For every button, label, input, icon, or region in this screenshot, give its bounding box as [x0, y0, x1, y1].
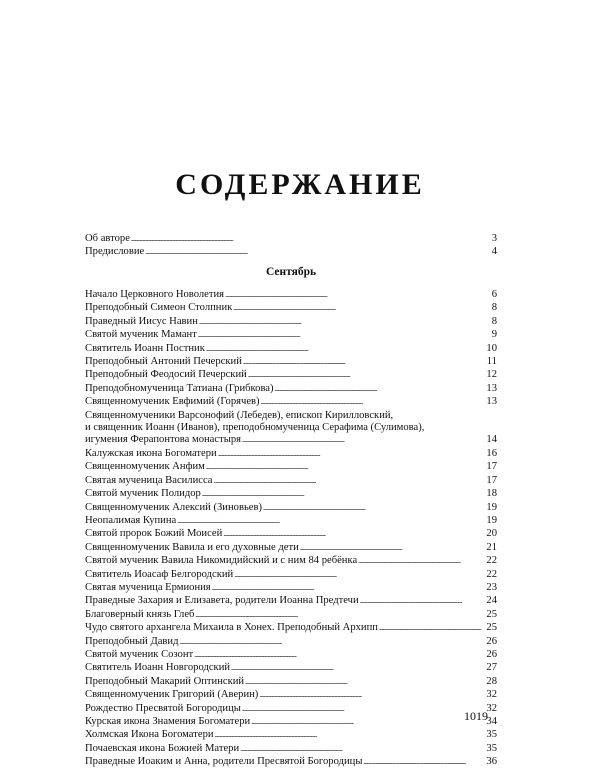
leader-dots [233, 302, 490, 315]
toc-entry-page: 9 [491, 329, 497, 341]
leader-dots [202, 488, 486, 501]
leader-dots [242, 434, 485, 447]
toc-entry-page: 26 [486, 635, 497, 647]
leader-dots [234, 569, 485, 582]
toc-entry[interactable] [85, 302, 497, 315]
toc-entry[interactable] [85, 555, 497, 568]
toc-entry[interactable] [85, 756, 497, 769]
toc-entry-label: Чудо святого архангела Михаила в Хонех. Преподобный Архипп [85, 622, 378, 634]
leader-dots [214, 475, 486, 488]
leader-dots [212, 582, 486, 595]
toc-entry-last-line [85, 434, 497, 447]
leader-dots [251, 716, 485, 729]
toc-entry-page: 11 [486, 356, 497, 368]
toc-entry-page: 28 [486, 675, 497, 687]
toc-entry-page: 18 [486, 488, 497, 500]
leader-dots [206, 343, 486, 356]
toc-entry[interactable] [85, 396, 497, 409]
toc-entry-page: 32 [486, 689, 497, 701]
toc-entry-label: Преподобный Симеон Столпник [85, 302, 233, 314]
leader-dots [300, 542, 486, 555]
toc-entry[interactable] [85, 569, 497, 582]
toc-entry-page: 35 [486, 742, 497, 754]
toc-entry[interactable] [85, 689, 497, 702]
toc-entry-multiline[interactable] [85, 410, 497, 448]
toc-entry[interactable] [85, 329, 497, 342]
toc-entry-page: 19 [486, 514, 497, 526]
toc-entry-label: Праведный Иисус Навин [85, 315, 198, 327]
toc-list [85, 289, 497, 770]
toc-entry-label-line: игумения Ферапонтова монастыря [85, 434, 241, 446]
toc-entry-label: Холмская Икона Богоматери [85, 729, 214, 741]
toc-entry-page: 27 [486, 662, 497, 674]
leader-dots [145, 246, 490, 259]
toc-entry-label: Святой мученик Созонт [85, 648, 194, 660]
toc-entry-page: 19 [486, 501, 497, 513]
leader-dots [363, 756, 485, 769]
toc-entry-page: 22 [486, 555, 497, 567]
toc-entry-page: 3 [491, 233, 497, 244]
toc-entry-label: Предисловие [85, 246, 145, 258]
toc-entry-label: Калужская икона Богоматери [85, 447, 217, 459]
toc-entry[interactable] [85, 622, 497, 635]
page-number: 1019 [464, 709, 488, 723]
leader-dots [131, 233, 491, 246]
page-title: СОДЕРЖАНИЕ [175, 168, 425, 201]
toc-entry[interactable] [85, 528, 497, 541]
toc-entry-page: 24 [486, 595, 497, 607]
toc-entry-page: 12 [486, 369, 497, 381]
leader-dots [358, 555, 485, 568]
toc-entry-label: Благоверный князь Глеб [85, 608, 195, 620]
toc-entry[interactable] [85, 636, 497, 649]
leader-dots [177, 515, 485, 528]
toc-entry[interactable] [85, 461, 497, 474]
toc-entry-page: 21 [486, 541, 497, 553]
leader-dots [198, 329, 491, 342]
leader-dots [225, 289, 491, 302]
leader-dots [360, 595, 486, 608]
toc-entry[interactable] [85, 515, 497, 528]
leader-dots [243, 356, 486, 369]
toc-entry-page: 10 [486, 342, 497, 354]
leader-dots [179, 636, 485, 649]
toc-entry-page: 17 [486, 461, 497, 473]
toc-entry-label: Начало Церковного Новолетия [85, 289, 225, 300]
leader-dots [248, 369, 486, 382]
toc-entry-page: 23 [486, 581, 497, 593]
toc-entry-label: Рождество Пресвятой Богородицы [85, 702, 241, 714]
toc-entry-page: 4 [491, 246, 497, 258]
front-matter-list [85, 233, 497, 260]
toc-entry-page: 22 [486, 568, 497, 580]
toc-entry-page: 35 [486, 729, 497, 741]
toc-entry-label: Священномученик Григорий (Аверин) [85, 689, 259, 701]
toc-entry-page: 26 [486, 648, 497, 660]
toc-entry-label: Преподобномученица Татиана (Грибкова) [85, 382, 274, 394]
toc-entry-label: Праведные Захария и Елизавета, родители Иоанна Предтечи [85, 595, 359, 607]
leader-dots [218, 448, 486, 461]
toc-entry-label: Преподобный Феодосий Печерский [85, 369, 247, 381]
toc-entry-label: Священномученик Евфимий (Горячев) [85, 396, 260, 408]
leader-dots [261, 396, 486, 409]
toc-entry-page: 6 [491, 289, 497, 300]
toc-entry[interactable] [85, 383, 497, 396]
toc-entry-page: 32 [486, 702, 497, 714]
toc-entry-label: Неопалимая Купина [85, 514, 177, 526]
toc-entry-label: Святитель Иоанн Новгородский [85, 662, 231, 674]
toc-entry-label: Священномученик Анфим [85, 461, 205, 473]
leader-dots [379, 622, 485, 635]
leader-dots [206, 461, 486, 474]
toc-entry[interactable] [85, 542, 497, 555]
toc-entry[interactable] [85, 662, 497, 675]
toc-entry-label: Преподобный Давид [85, 635, 179, 647]
toc-entry-page: 25 [486, 608, 497, 620]
toc-entry-label: Об авторе [85, 233, 130, 244]
toc-entry[interactable] [85, 582, 497, 595]
toc-entry[interactable] [85, 609, 497, 622]
leader-dots [199, 316, 491, 329]
toc-entry-label-line: Священномученики Варсонофий (Лебедев), епископ Кирилловский, [85, 409, 394, 421]
toc-entry-label: Преподобный Антоний Печерский [85, 356, 242, 368]
toc-entry-label: Святитель Иоасаф Белгородский [85, 568, 234, 580]
toc-entry[interactable] [85, 356, 497, 369]
toc-entry[interactable] [85, 369, 497, 382]
toc-entry[interactable] [85, 649, 497, 662]
toc-entry[interactable] [85, 343, 497, 356]
leader-dots [245, 676, 485, 689]
toc-entry[interactable] [85, 716, 497, 729]
toc-entry-page: 13 [486, 396, 497, 408]
toc-entry[interactable] [85, 233, 497, 246]
leader-dots [223, 528, 485, 541]
toc-entry-page: 8 [491, 302, 497, 314]
toc-entry-label: Святая мученица Ермиония [85, 581, 211, 593]
toc-entry-page: 14 [486, 434, 497, 446]
toc-entry[interactable] [85, 595, 497, 608]
toc-entry[interactable] [85, 729, 497, 742]
toc-entry[interactable] [85, 703, 497, 716]
leader-dots [263, 502, 485, 515]
leader-dots [275, 383, 486, 396]
toc-entry-label: Священномученик Вавила и его духовные дети [85, 541, 299, 553]
toc-entry-label: Почаевская икона Божией Матери [85, 742, 240, 754]
leader-dots [194, 649, 485, 662]
toc-entry-label: Святая мученица Василисса [85, 474, 213, 486]
toc-entry-label: Святой мученик Вавила Никомидийский и с ним 84 ребёнка [85, 555, 358, 567]
toc-entry-label: Святитель Иоанн Постник [85, 342, 205, 354]
toc-entry-page: 13 [486, 382, 497, 394]
toc-entry-label: Святой мученик Полидор [85, 488, 201, 500]
toc-entry-label: Курская икона Знамения Богоматери [85, 716, 251, 727]
section-heading: Сентябрь [265, 266, 317, 278]
toc-entry-page: 34 [486, 716, 497, 727]
toc-entry-page: 8 [491, 315, 497, 327]
toc-entry[interactable] [85, 475, 497, 488]
toc-entry[interactable] [85, 448, 497, 461]
toc-entry-label-line: и священник Иоанн (Иванов), преподобномученица Серафима (Сулимова), [85, 422, 425, 434]
toc-entry-page: 25 [486, 622, 497, 634]
leader-dots [259, 689, 485, 702]
leader-dots [215, 729, 486, 742]
toc-entry-label: Праведные Иоаким и Анна, родители Пресвятой Богородицы [85, 756, 363, 768]
toc-entry-page: 36 [486, 756, 497, 768]
toc-entry-label: Священномученик Алексий (Зиновьев) [85, 501, 263, 513]
toc-entry-page: 20 [486, 528, 497, 540]
toc-entry-page: 16 [486, 447, 497, 459]
leader-dots [231, 662, 485, 675]
toc-entry[interactable] [85, 676, 497, 689]
toc-entry[interactable] [85, 502, 497, 515]
toc-entry-label: Святой пророк Божий Моисей [85, 528, 223, 540]
leader-dots [242, 703, 486, 716]
toc-entry-label: Преподобный Макарий Оптинский [85, 675, 245, 687]
toc-entry[interactable] [85, 488, 497, 501]
toc-entry[interactable] [85, 246, 497, 259]
toc-entry-page: 17 [486, 474, 497, 486]
toc-entry[interactable] [85, 289, 497, 302]
toc-entry[interactable] [85, 316, 497, 329]
toc-entry-label: Святой мученик Мамант [85, 329, 197, 341]
leader-dots [195, 609, 485, 622]
